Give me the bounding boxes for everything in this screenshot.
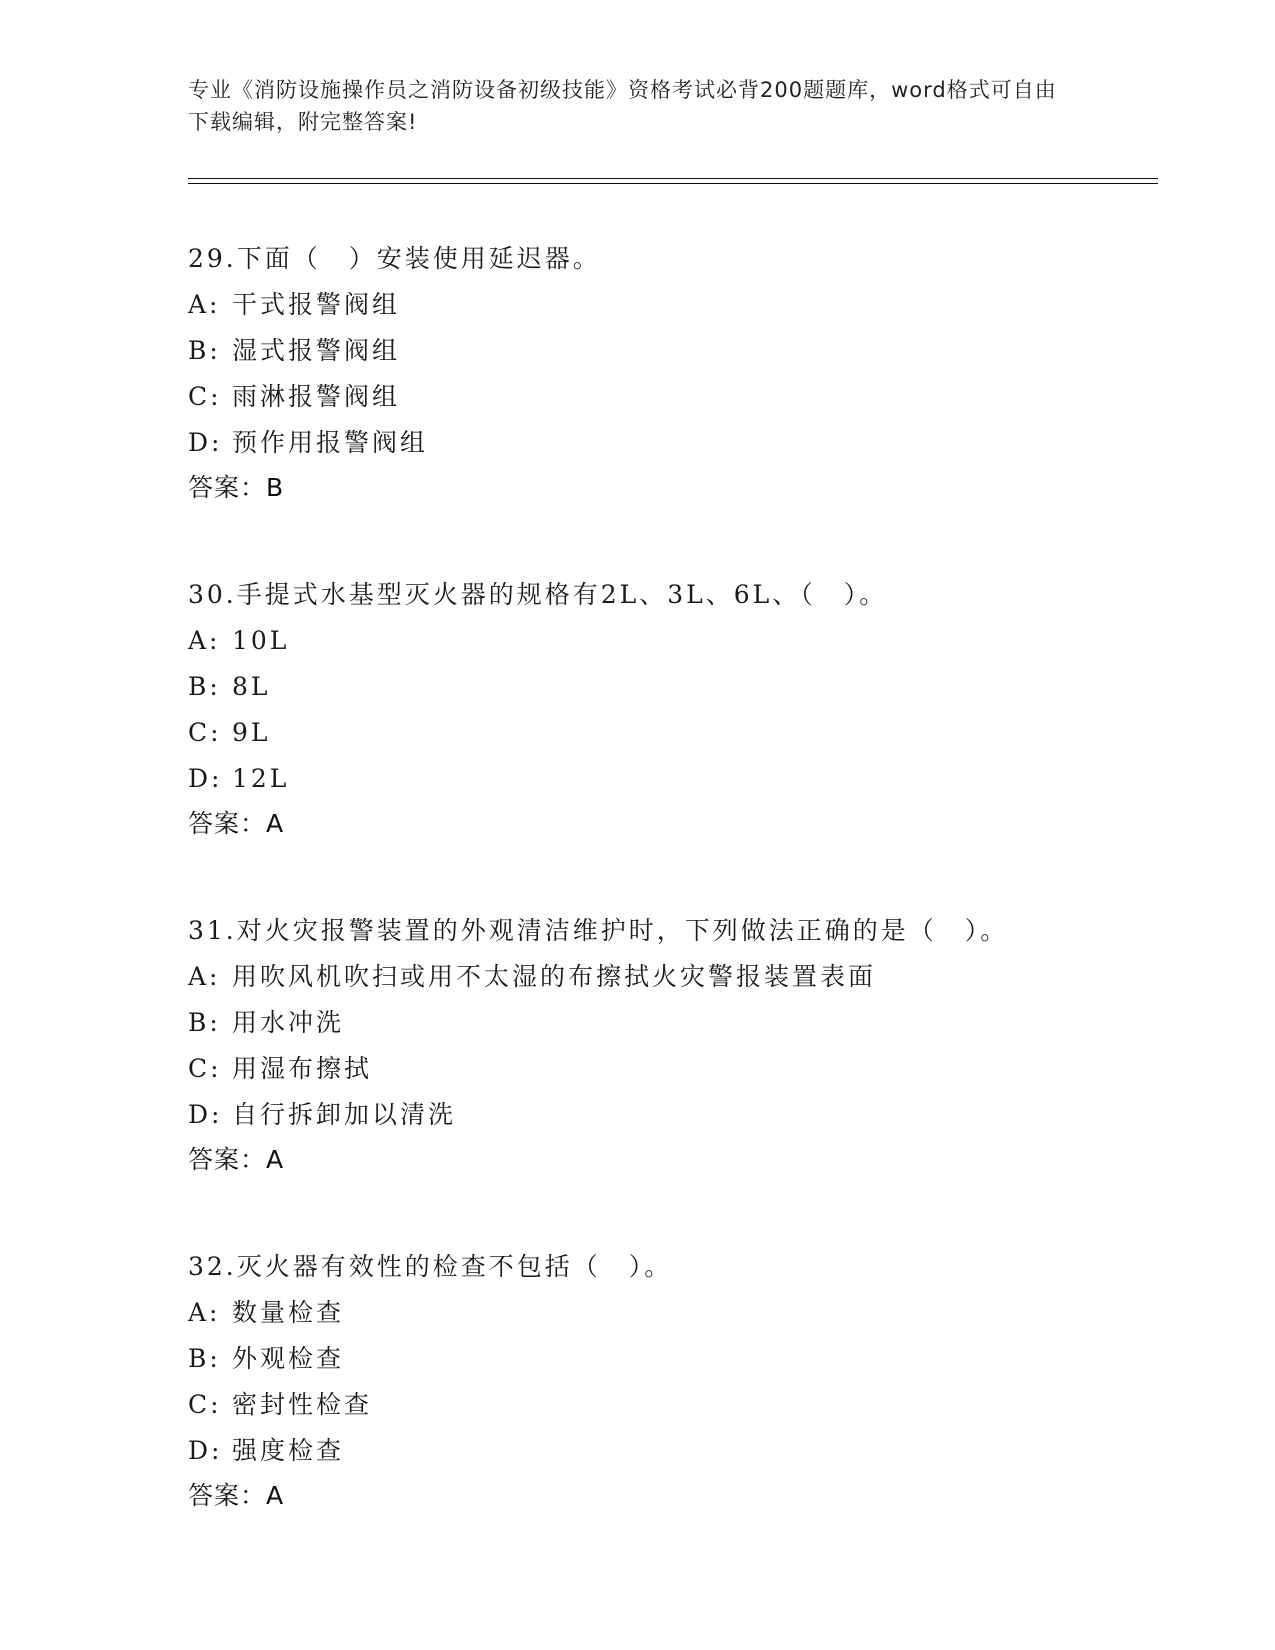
option-key: D: [188, 764, 223, 793]
option-key: C: [188, 1054, 222, 1083]
document-header: 专业《消防设施操作员之消防设备初级技能》资格考试必背200题题库，word格式可自由下载编辑，附完整答案! [188, 78, 1057, 134]
option-text: 外观检查 [232, 1344, 345, 1373]
option-d [188, 1428, 1148, 1474]
question-stem: 30.手提式水基型灭火器的规格有2L、3L、6L、（ ）。 [188, 580, 888, 609]
option-key: C: [188, 718, 222, 747]
option-text: 10L [232, 626, 290, 655]
answer-line: 答案：A [188, 1145, 285, 1174]
question-list [188, 236, 1148, 1580]
option-a [188, 1290, 1148, 1336]
question-29 [188, 236, 1148, 510]
option-key: B: [188, 672, 221, 701]
option-text: 用水冲洗 [232, 1008, 345, 1037]
option-key: A: [188, 626, 221, 655]
question-32 [188, 1244, 1148, 1518]
option-key: A: [188, 962, 221, 991]
option-text: 强度检查 [232, 1436, 345, 1465]
question-stem: 31.对火灾报警装置的外观清洁维护时，下列做法正确的是（ ）。 [188, 916, 1009, 945]
option-d [188, 420, 1148, 466]
option-key: C: [188, 1390, 222, 1419]
option-text: 用湿布擦拭 [232, 1054, 373, 1083]
option-key: A: [188, 290, 221, 319]
option-c [188, 1382, 1148, 1428]
option-b [188, 1000, 1148, 1046]
option-text: 8L [232, 672, 271, 701]
answer-line: 答案：A [188, 1481, 285, 1510]
option-text: 密封性检查 [232, 1390, 373, 1419]
option-text: 干式报警阀组 [232, 290, 401, 319]
option-b [188, 328, 1148, 374]
option-key: A: [188, 1298, 221, 1327]
option-d [188, 1092, 1148, 1138]
answer-line: 答案：A [188, 809, 285, 838]
option-text: 自行拆卸加以清洗 [232, 1100, 457, 1129]
option-b [188, 664, 1148, 710]
option-key: B: [188, 336, 221, 365]
option-b [188, 1336, 1148, 1382]
option-text: 12L [232, 764, 290, 793]
option-d [188, 756, 1148, 802]
option-text: 湿式报警阀组 [232, 336, 401, 365]
question-30 [188, 572, 1148, 846]
option-text: 9L [232, 718, 271, 747]
option-c [188, 1046, 1148, 1092]
option-key: B: [188, 1344, 221, 1373]
answer-line: 答案：B [188, 473, 285, 502]
option-c [188, 710, 1148, 756]
option-a [188, 282, 1148, 328]
option-a [188, 954, 1148, 1000]
option-text: 用吹风机吹扫或用不太湿的布擦拭火灾警报装置表面 [232, 962, 877, 991]
header-divider [188, 178, 1158, 184]
option-key: D: [188, 1436, 223, 1465]
question-stem: 29.下面（ ）安装使用延迟器。 [188, 244, 601, 273]
option-text: 预作用报警阀组 [232, 428, 429, 457]
question-stem: 32.灭火器有效性的检查不包括（ ）。 [188, 1252, 673, 1281]
option-key: D: [188, 428, 223, 457]
option-key: B: [188, 1008, 221, 1037]
option-key: D: [188, 1100, 223, 1129]
option-key: C: [188, 382, 222, 411]
option-text: 数量检查 [232, 1298, 345, 1327]
option-a [188, 618, 1148, 664]
option-text: 雨淋报警阀组 [232, 382, 401, 411]
question-31 [188, 908, 1148, 1182]
option-c [188, 374, 1148, 420]
